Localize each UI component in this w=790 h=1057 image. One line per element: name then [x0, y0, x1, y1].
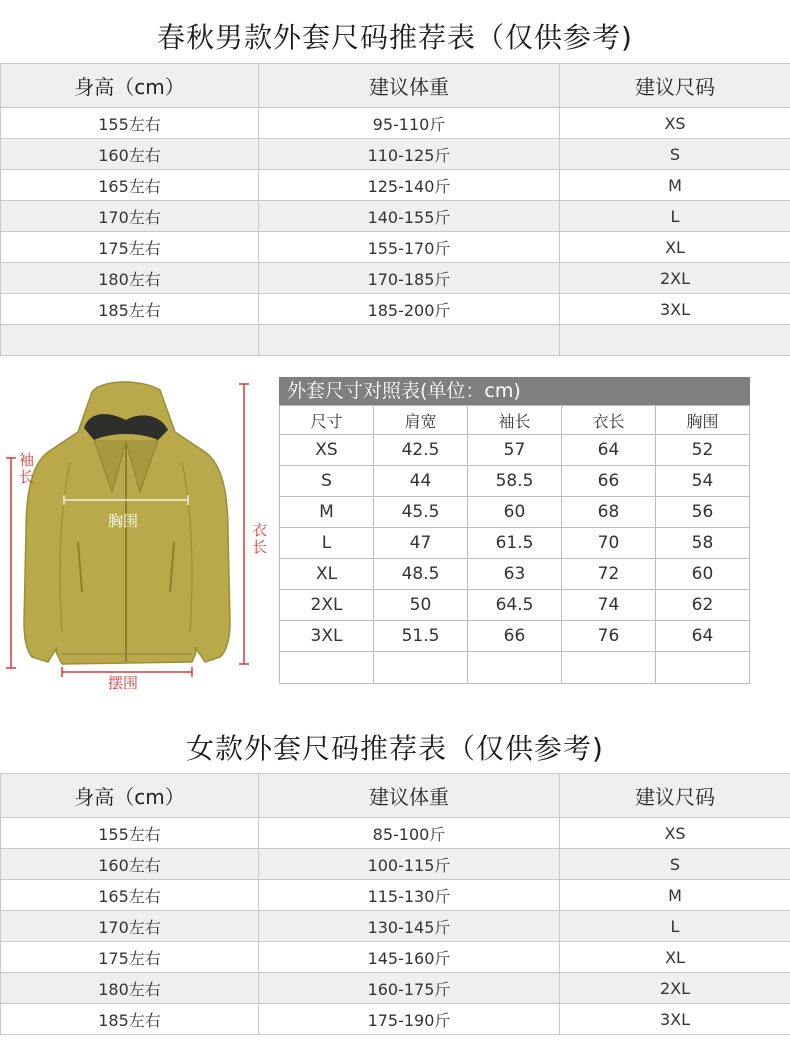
cell-chest: 60 [656, 559, 750, 590]
cell-shoulder: 50 [374, 590, 468, 621]
cell-height: 160左右 [1, 139, 259, 170]
length-label: 衣长 [252, 521, 268, 556]
header-weight: 建议体重 [259, 774, 560, 818]
men-table-title: 春秋男款外套尺码推荐表（仅供参考) [157, 21, 633, 54]
cell-height: 165左右 [1, 170, 259, 201]
cell-height: 175左右 [1, 942, 259, 973]
cell-weight: 85-100斤 [259, 818, 560, 849]
header-size: 建议尺码 [560, 64, 790, 108]
table-row [280, 590, 750, 621]
table-row [1, 294, 790, 325]
size-chart [279, 377, 750, 684]
cell-shoulder: 44 [374, 466, 468, 497]
cell-shoulder: 47 [374, 528, 468, 559]
cell-chest: 56 [656, 497, 750, 528]
cell-height: 185左右 [1, 294, 259, 325]
cell-weight: 110-125斤 [259, 139, 560, 170]
cell-size: XL [560, 942, 790, 973]
table-row [280, 466, 750, 497]
cell-height: 170左右 [1, 911, 259, 942]
chest-label: 胸围 [108, 512, 139, 530]
cell-size: S [560, 849, 790, 880]
cell-length: 68 [562, 497, 656, 528]
header-height: 身高（cm） [1, 774, 259, 818]
cell-chest: 64 [656, 621, 750, 652]
cell-size: M [560, 880, 790, 911]
cell-height: 180左右 [1, 973, 259, 1004]
cell-height: 155左右 [1, 108, 259, 139]
cell-sleeve: 63 [468, 559, 562, 590]
header-length: 衣长 [562, 406, 656, 435]
table-row [1, 139, 790, 170]
jacket-measurement-figure [0, 372, 275, 692]
cell-weight: 115-130斤 [259, 880, 560, 911]
cell-shoulder: 42.5 [374, 435, 468, 466]
cell-weight: 95-110斤 [259, 108, 560, 139]
cell-size: M [560, 170, 790, 201]
cell-length: 74 [562, 590, 656, 621]
table-row [280, 559, 750, 590]
table-row-empty [280, 652, 750, 684]
size-chart-title: 外套尺寸对照表(单位：cm) [279, 377, 750, 405]
table-row [1, 880, 790, 911]
cell-length: 72 [562, 559, 656, 590]
header-sleeve: 袖长 [468, 406, 562, 435]
cell-length: 70 [562, 528, 656, 559]
table-row [1, 108, 790, 139]
cell-chest: 54 [656, 466, 750, 497]
cell-size: 3XL [560, 1004, 790, 1035]
sleeve-label: 袖长 [19, 451, 35, 486]
cell-height: 165左右 [1, 880, 259, 911]
cell-weight: 170-185斤 [259, 263, 560, 294]
cell-size: 3XL [280, 621, 374, 652]
cell-height: 155左右 [1, 818, 259, 849]
header-chest: 胸围 [656, 406, 750, 435]
header-size: 尺寸 [280, 406, 374, 435]
cell-size: XS [560, 108, 790, 139]
table-row [1, 911, 790, 942]
table-header-row [280, 406, 750, 435]
cell-length: 66 [562, 466, 656, 497]
cell-shoulder: 48.5 [374, 559, 468, 590]
cell-size: 2XL [280, 590, 374, 621]
table-row [1, 818, 790, 849]
jacket-illustration [0, 372, 275, 692]
cell-weight: 185-200斤 [259, 294, 560, 325]
cell-weight: 140-155斤 [259, 201, 560, 232]
cell-chest: 58 [656, 528, 750, 559]
cell-size: L [560, 911, 790, 942]
cell-size: M [280, 497, 374, 528]
table-row [280, 528, 750, 559]
table-row [1, 1004, 790, 1035]
table-row [1, 170, 790, 201]
cell-weight: 125-140斤 [259, 170, 560, 201]
cell-sleeve: 61.5 [468, 528, 562, 559]
cell-size: 3XL [560, 294, 790, 325]
women-table-title: 女款外套尺码推荐表（仅供参考) [186, 732, 604, 765]
table-row [1, 201, 790, 232]
table-row [280, 435, 750, 466]
cell-sleeve: 60 [468, 497, 562, 528]
cell-height: 185左右 [1, 1004, 259, 1035]
size-chart-table [279, 405, 750, 684]
table-row [1, 263, 790, 294]
table-row [280, 497, 750, 528]
cell-weight: 155-170斤 [259, 232, 560, 263]
cell-height: 180左右 [1, 263, 259, 294]
cell-weight: 130-145斤 [259, 911, 560, 942]
cell-sleeve: 64.5 [468, 590, 562, 621]
cell-weight: 145-160斤 [259, 942, 560, 973]
header-size: 建议尺码 [560, 774, 790, 818]
cell-length: 76 [562, 621, 656, 652]
table-row [1, 973, 790, 1004]
table-row-empty [1, 325, 790, 356]
cell-size: S [280, 466, 374, 497]
cell-length: 64 [562, 435, 656, 466]
men-size-table [0, 63, 790, 356]
women-size-table [0, 773, 790, 1035]
cell-size: XS [280, 435, 374, 466]
cell-height: 175左右 [1, 232, 259, 263]
cell-shoulder: 45.5 [374, 497, 468, 528]
hem-label: 摆围 [108, 674, 139, 692]
cell-size: L [560, 201, 790, 232]
cell-sleeve: 57 [468, 435, 562, 466]
table-row [1, 849, 790, 880]
header-weight: 建议体重 [259, 64, 560, 108]
table-header-row [1, 774, 790, 818]
cell-sleeve: 66 [468, 621, 562, 652]
cell-height: 170左右 [1, 201, 259, 232]
cell-size: L [280, 528, 374, 559]
header-shoulder: 肩宽 [374, 406, 468, 435]
cell-size: S [560, 139, 790, 170]
cell-size: 2XL [560, 973, 790, 1004]
cell-size: XS [560, 818, 790, 849]
table-row [280, 621, 750, 652]
cell-sleeve: 58.5 [468, 466, 562, 497]
cell-weight: 160-175斤 [259, 973, 560, 1004]
cell-height: 160左右 [1, 849, 259, 880]
table-row [1, 232, 790, 263]
cell-size: 2XL [560, 263, 790, 294]
cell-shoulder: 51.5 [374, 621, 468, 652]
header-height: 身高（cm） [1, 64, 259, 108]
table-header-row [1, 64, 790, 108]
cell-weight: 175-190斤 [259, 1004, 560, 1035]
cell-size: XL [560, 232, 790, 263]
table-row [1, 942, 790, 973]
cell-size: XL [280, 559, 374, 590]
cell-chest: 62 [656, 590, 750, 621]
cell-chest: 52 [656, 435, 750, 466]
cell-weight: 100-115斤 [259, 849, 560, 880]
